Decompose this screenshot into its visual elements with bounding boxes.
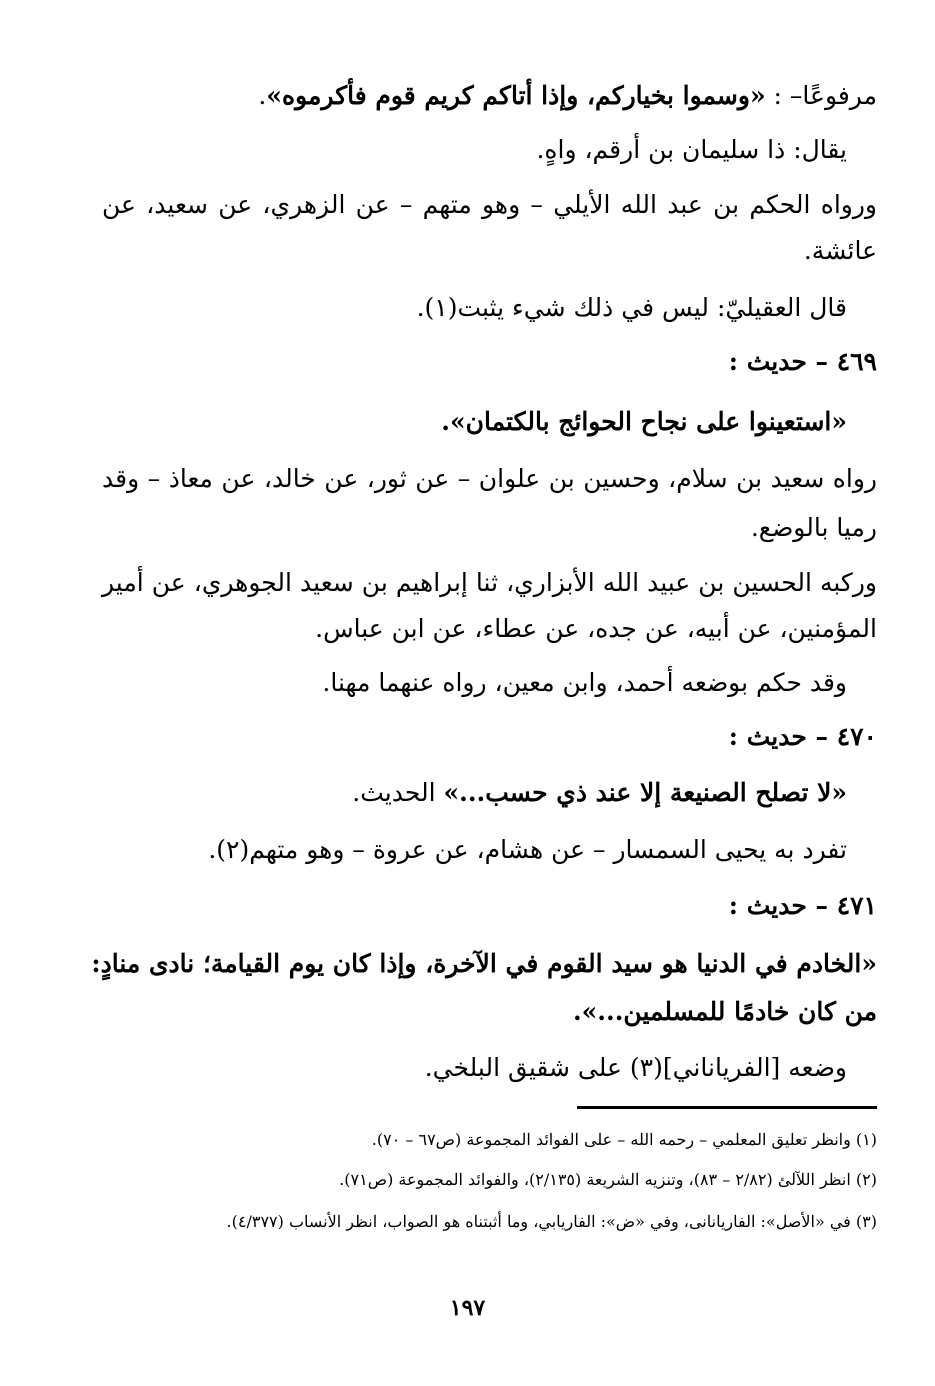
- text-segment: الحديث.: [352, 778, 444, 807]
- hadith-quote: «استعينوا على نجاح الحوائج بالكتمان».: [441, 407, 847, 436]
- text-line: عائشة.: [803, 236, 877, 265]
- text-line: [67, 773, 847, 813]
- hadith-quote: «الخادم في الدنيا هو سيد القوم في الآخرة، وإذا كان يوم القيامة؛ نادى منادٍ:: [91, 949, 877, 978]
- text-line: قال العقيليّ: ليس في ذلك شيء يثبت(١).: [416, 293, 847, 322]
- text-line: [97, 76, 877, 116]
- text-line: ورواه الحكم بن عبد الله الأيلي – وهو متهم – عن الزهري، عن سعيد، عن: [102, 190, 877, 219]
- text-line: وضعه [الفرياناني](٣) على شقيق البلخي.: [424, 1053, 847, 1082]
- hadith-quote: من كان خادمًا للمسلمين...».: [572, 997, 877, 1026]
- text-segment: .: [258, 81, 267, 110]
- footnote: (١) وانظر تعليق المعلمي – رحمه الله – على الفوائد المجموعة (ص٦٧ – ٧٠).: [371, 1130, 877, 1149]
- text-line: وقد حكم بوضعه أحمد، وابن معين، رواه عنهما مهنا.: [322, 668, 847, 697]
- footnote: (٢) انظر اللآلئ (٢/٨٢ – ٨٣)، وتنزيه الشريعة (٢/١٣٥)، والفوائد المجموعة (ص٧١).: [339, 1170, 877, 1189]
- hadith-quote: «وسموا بخياركم، وإذا أتاكم كريم قوم فأكرموه»: [266, 81, 766, 110]
- hadith-heading: ٤٦٩ – حديث :: [728, 347, 877, 376]
- hadith-heading: ٤٧١ – حديث :: [728, 891, 877, 920]
- hadith-quote: «لا تصلح الصنيعة إلا عند ذي حسب...»: [443, 778, 847, 807]
- footnote-divider: [577, 1106, 877, 1109]
- text-line: رواه سعيد بن سلام، وحسين بن علوان – عن ثور، عن خالد، عن معاذ – وقد: [102, 464, 877, 493]
- footnote: (٣) في «الأصل»: الفاريانانى، وفي «ض»: الفاريابي، وما أثبتناه هو الصواب، انظر الأنساب (٤/٣٧٧).: [226, 1212, 877, 1231]
- text-line: يقال: ذا سليمان بن أرقم، واهٍ.: [536, 135, 847, 164]
- hadith-heading: ٤٧٠ – حديث :: [728, 722, 877, 751]
- text-line: تفرد به يحيى السمسار – عن هشام، عن عروة – وهو متهم(٢).: [208, 835, 847, 864]
- page-number: ١٩٧: [449, 1295, 486, 1321]
- text-line: رميا بالوضع.: [750, 513, 877, 542]
- text-line: وركبه الحسين بن عبيد الله الأبزاري، ثنا إبراهيم بن سعيد الجوهري، عن أمير: [102, 568, 877, 597]
- text-segment: مرفوعًا– :: [765, 81, 877, 110]
- text-line: المؤمنين، عن أبيه، عن جده، عن عطاء، عن ابن عباس.: [315, 614, 877, 643]
